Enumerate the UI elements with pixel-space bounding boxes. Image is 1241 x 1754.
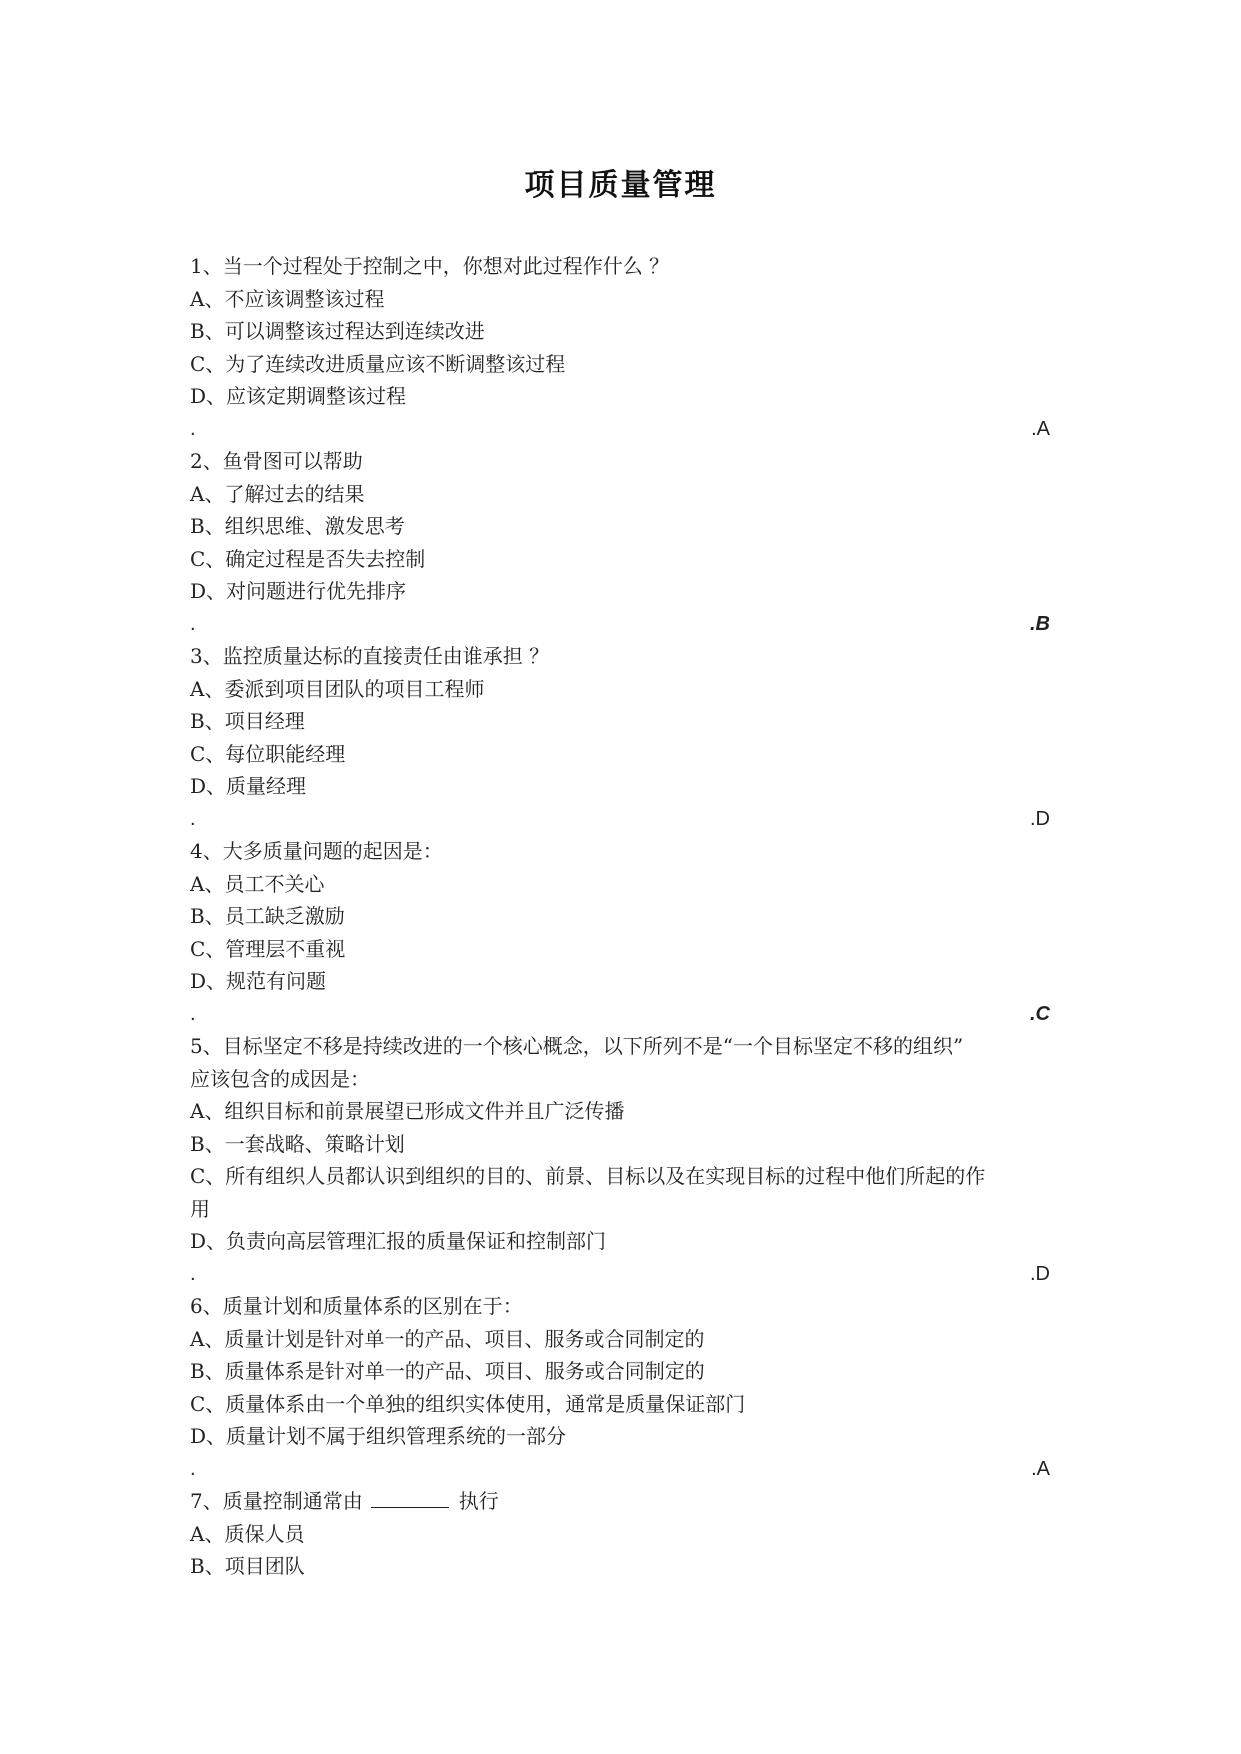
fill-in-blank <box>371 1487 449 1508</box>
question-3-option-c: C、每位职能经理 <box>190 741 346 766</box>
question-1-stem: 1、当一个过程处于控制之中，你想对此过程作什么 ？ <box>190 254 670 278</box>
question-1-option-c: C、为了连续改进质量应该不断调整该过程 <box>190 351 566 376</box>
question-1-dot: . <box>190 417 196 440</box>
question-5-stem-line-2: 应该包含的成因是： <box>190 1066 370 1091</box>
question-1-option-b: B、可以调整该过程达到连续改进 <box>190 319 485 343</box>
question-6-answer-row <box>190 1453 1050 1486</box>
question-3-option-a: A、委派到项目团队的项目工程师 <box>190 676 485 701</box>
question-1-answer: .A <box>1031 417 1050 440</box>
question-7-option-b: B、项目团队 <box>190 1554 305 1578</box>
question-3-stem: 3、监控质量达标的直接责任由谁承担 ？ <box>190 644 550 668</box>
question-5-option-c-line-1: C、所有组织人员都认识到组织的目的、前景、目标以及在实现目标的过程中他们所起的作 <box>190 1164 986 1188</box>
question-6-option-c: C、质量体系由一个单独的组织实体使用，通常是质量保证部门 <box>190 1391 746 1416</box>
question-2-answer: .B <box>1030 612 1050 635</box>
question-7-stem <box>190 1485 1050 1518</box>
question-2-option-b: B、组织思维、激发思考 <box>190 514 405 538</box>
question-6-stem: 6、质量计划和质量体系的区别在于： <box>190 1294 523 1318</box>
question-4-option-a: A、员工不关心 <box>190 871 325 896</box>
question-4-answer: .C <box>1030 1002 1050 1025</box>
question-3-option-b: B、项目经理 <box>190 709 305 733</box>
question-5-stem-line-1: 5、目标坚定不移是持续改进的一个核心概念，以下所列不是“一个目标坚定不移的组织” <box>190 1034 964 1058</box>
question-7-option-a: A、质保人员 <box>190 1521 305 1546</box>
question-2-option-d: D、对问题进行优先排序 <box>190 579 407 603</box>
question-3-option-d: D、质量经理 <box>190 774 307 798</box>
question-4-dot: . <box>190 1002 196 1025</box>
question-5-option-d: D、负责向高层管理汇报的质量保证和控制部门 <box>190 1229 607 1253</box>
question-7-stem-after: 执行 <box>458 1489 499 1513</box>
question-6-dot: . <box>190 1457 196 1480</box>
question-1-option-a: A、不应该调整该过程 <box>190 286 385 311</box>
question-3-answer-row <box>190 803 1050 836</box>
question-5-option-b: B、一套战略、策略计划 <box>190 1131 405 1156</box>
document-title: 项目质量管理 <box>524 168 717 203</box>
question-5-option-a: A、组织目标和前景展望已形成文件并且广泛传播 <box>190 1099 625 1123</box>
question-6-option-b: B、质量体系是针对单一的产品、项目、服务或合同制定的 <box>190 1359 705 1383</box>
question-4-option-c: C、管理层不重视 <box>190 936 346 961</box>
question-3-answer: .D <box>1030 807 1050 830</box>
question-1-answer-row <box>190 413 1050 446</box>
question-list <box>190 250 1050 1583</box>
question-2-option-a: A、了解过去的结果 <box>190 481 365 506</box>
question-6-option-d: D、质量计划不属于组织管理系统的一部分 <box>190 1424 567 1448</box>
question-4-answer-row <box>190 998 1050 1031</box>
question-6-option-a: A、质量计划是针对单一的产品、项目、服务或合同制定的 <box>190 1326 705 1351</box>
question-5-answer: .D <box>1030 1262 1050 1285</box>
question-1-option-d: D、应该定期调整该过程 <box>190 384 407 408</box>
question-2-answer-row <box>190 608 1050 641</box>
question-5-option-c-line-2: 用 <box>190 1196 210 1221</box>
question-2-option-c: C、确定过程是否失去控制 <box>190 546 426 571</box>
question-4-option-b: B、员工缺乏激励 <box>190 904 345 928</box>
question-7-stem-before: 7、质量控制通常由 <box>190 1489 363 1513</box>
question-2-dot: . <box>190 612 196 635</box>
question-5-dot: . <box>190 1262 196 1285</box>
question-6-answer: .A <box>1031 1457 1050 1480</box>
question-4-stem: 4、大多质量问题的起因是： <box>190 839 443 863</box>
question-5-answer-row <box>190 1258 1050 1291</box>
question-3-dot: . <box>190 807 196 830</box>
question-4-option-d: D、规范有问题 <box>190 969 327 993</box>
question-2-stem: 2、鱼骨图可以帮助 <box>190 449 363 473</box>
